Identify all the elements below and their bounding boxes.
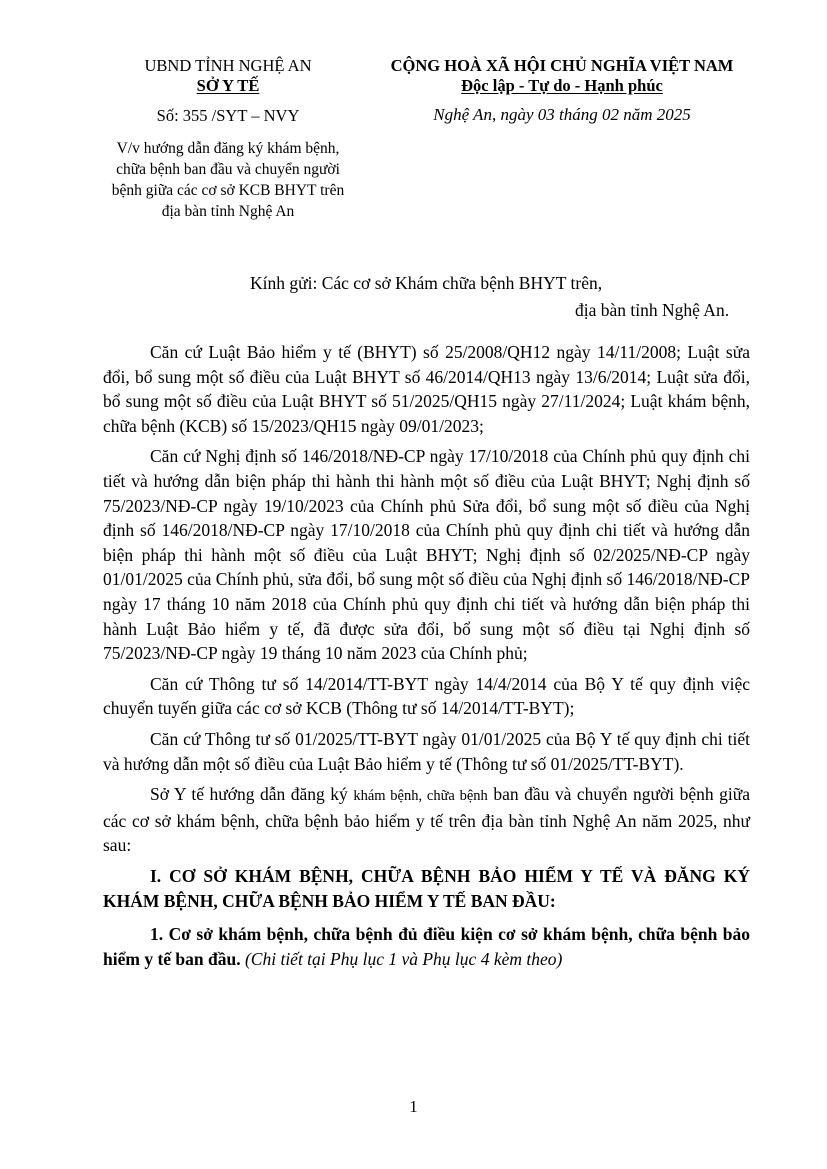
item-1-italic: (Chi tiết tại Phụ lục 1 và Phụ lục 4 kèm theo) bbox=[244, 948, 563, 969]
item-1-paragraph bbox=[103, 922, 750, 972]
page-number: 1 bbox=[409, 1097, 418, 1116]
intro-paragraph bbox=[103, 782, 750, 858]
national-motto: Độc lập - Tự do - Hạnh phúc bbox=[461, 76, 663, 95]
intro-text-2: ban đầu và chuyển người bệnh giữa các cơ sở khám bệnh, chữa bệnh bảo hiểm y tế trên địa bàn tỉnh Nghệ An năm 2025, như sau: bbox=[103, 784, 750, 856]
place-date: Nghệ An, ngày 03 tháng 02 năm 2025 bbox=[433, 105, 691, 124]
legal-basis-paragraph: Căn cứ Luật Bảo hiểm y tế (BHYT) số 25/2008/QH12 ngày 14/11/2008; Luật sửa đổi, bổ sung một số điều của Luật BHYT số 46/2014/QH13 ngày 13/6/2014; Luật sửa đổi, bổ sung một số điều của Luật BHYT số 51/2025/QH15 ngày 27/11/2024; Luật khám bệnh, chữa bệnh (KCB) số 15/2023/QH15 ngày 09/01/2023; bbox=[103, 342, 750, 436]
organization-name: UBND TỈNH NGHỆ AN bbox=[144, 56, 312, 75]
recipient-block bbox=[250, 270, 750, 324]
legal-basis-paragraph: Căn cứ Nghị định số 146/2018/NĐ-CP ngày 17/10/2018 của Chính phủ quy định chi tiết và hướng dẫn biện pháp thi hành thi hành một số điều của Luật BHYT; Nghị định số 75/2023/NĐ-CP ngày 19/10/2023 của Chính phủ Sửa đổi, bổ sung một số điều của Nghị định số 146/2018/NĐ-CP ngày 17/10/2018 của Chính phủ quy định chi tiết và hướng dẫn biện pháp thi hành một số điều của Luật BHYT; Nghị định số 02/2025/NĐ-CP ngày 01/01/2025 của Chính phủ, sửa đổi, bổ sung một số điều của Nghị định số 146/2018/NĐ-CP ngày 17 tháng 10 năm 2018 của Chính phủ quy định chi tiết và hướng dẫn biện pháp thi hành Luật Bảo hiểm y tế, đã được sửa đổi, bổ sung một số điều tại Nghị định số 75/2023/NĐ-CP ngày 19 tháng 10 năm 2023 của Chính phủ; bbox=[103, 446, 750, 664]
intro-text-small: khám bệnh, chữa bệnh bbox=[353, 788, 488, 805]
recipient-line-1: Kính gửi: Các cơ sở Khám chữa bệnh BHYT trên, bbox=[250, 273, 603, 293]
legal-basis-paragraph: Căn cứ Thông tư số 14/2014/TT-BYT ngày 14/4/2014 của Bộ Y tế quy định việc chuyển tuyến giữa các cơ sở KCB (Thông tư số 14/2014/TT-BYT); bbox=[103, 673, 750, 719]
department-name: SỞ Y TẾ bbox=[196, 76, 260, 95]
section-heading: I. CƠ SỞ KHÁM BỆNH, CHỮA BỆNH BẢO HIỂM Y TẾ VÀ ĐĂNG KÝ KHÁM BỆNH, CHỮA BỆNH BẢO HIỂM Y TẾ BAN ĐẦU: bbox=[103, 865, 750, 911]
intro-text-1: Sở Y tế hướng dẫn đăng ký bbox=[150, 784, 354, 805]
nation-title: CỘNG HOÀ XÃ HỘI CHỦ NGHĨA VIỆT NAM bbox=[390, 56, 734, 75]
recipient-line-2: địa bàn tỉnh Nghệ An. bbox=[575, 300, 730, 320]
document-body bbox=[103, 340, 750, 972]
national-header bbox=[362, 56, 762, 126]
legal-basis-paragraph: Căn cứ Thông tư số 01/2025/TT-BYT ngày 01/01/2025 của Bộ Y tế quy định chi tiết và hướng dẫn một số điều của Luật Bảo hiểm y tế (Thông tư số 01/2025/TT-BYT). bbox=[103, 728, 750, 774]
issuer-block bbox=[78, 56, 378, 222]
item-1-bold: 1. Cơ sở khám bệnh, chữa bệnh đủ điều kiện cơ sở khám bệnh, chữa bệnh bảo hiểm y tế ban đầu. bbox=[103, 923, 750, 969]
document-number: Số: 355 /SYT – NVY bbox=[156, 106, 300, 125]
document-subject: V/v hướng dẫn đăng ký khám bệnh, chữa bệnh ban đầu và chuyển người bệnh giữa các cơ sở KCB BHYT trên địa bàn tỉnh Nghệ An bbox=[111, 140, 345, 220]
